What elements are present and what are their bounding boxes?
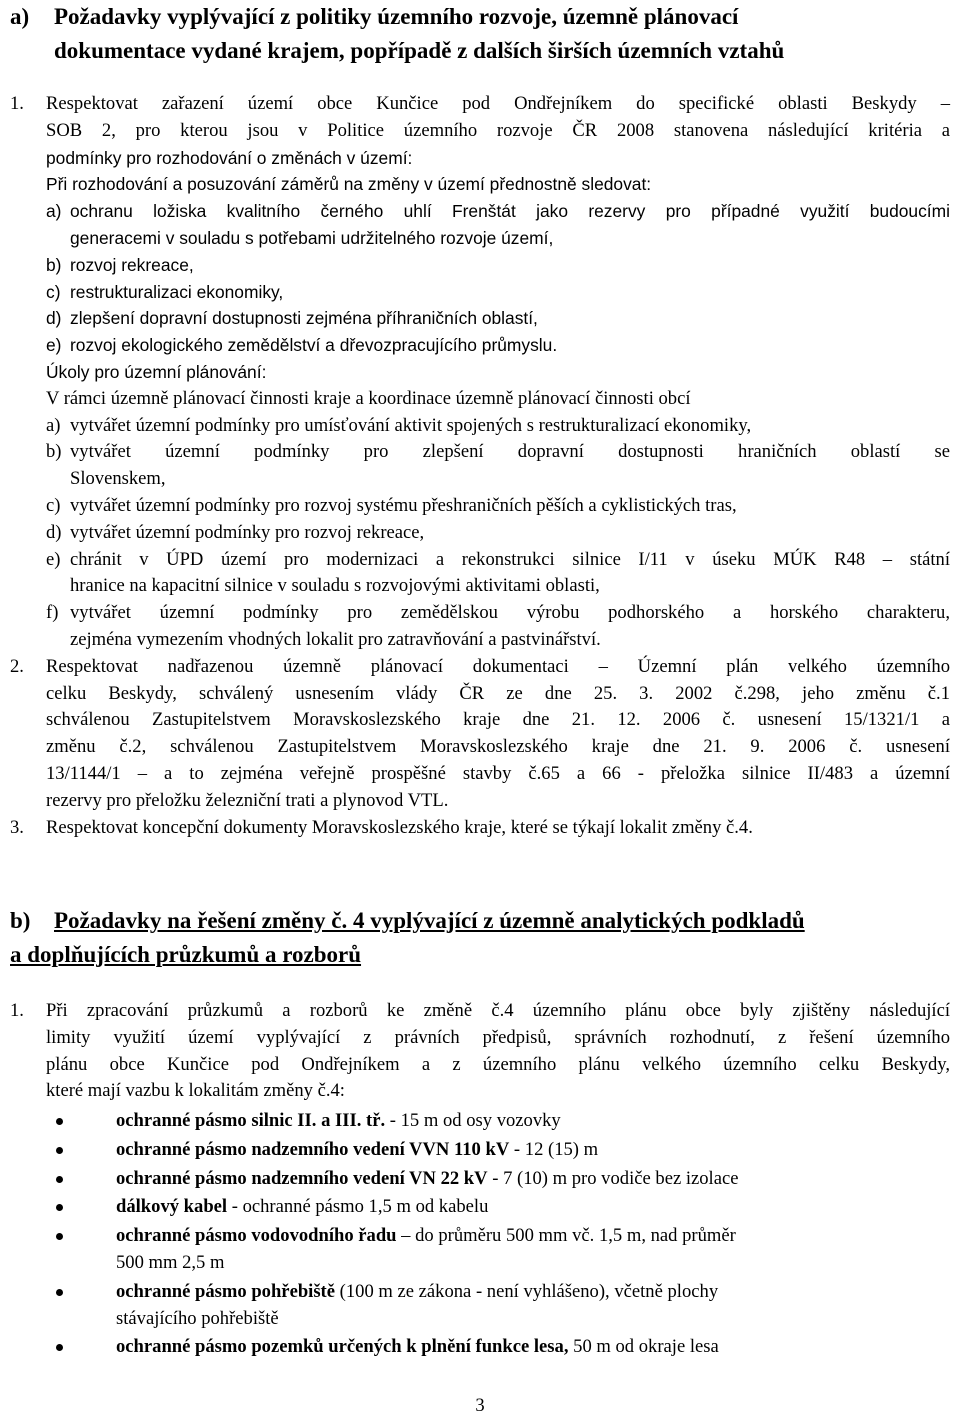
item-2-line: změnu č.2, schválenou Zastupitelstvem Moravskoslezského kraje dne 21. 9. 2006 č. usnesení [46, 736, 950, 758]
list-marker: a) [46, 414, 61, 436]
criteria-item [46, 305, 950, 332]
bullet-icon [56, 1204, 63, 1211]
tasks-intro: V rámci územně plánovací činnosti kraje a koordinace územně plánovací činnosti obcí [46, 387, 691, 409]
limit-item [10, 1279, 950, 1333]
b-item-1-line: limity využití území vyplývající z právních předpisů, správních rozhodnutí, z řešení územního [46, 1026, 950, 1048]
item-3-number: 3. [10, 816, 24, 838]
limit-detail: – do průměru 500 mm vč. 1,5 m, nad průměr [396, 1225, 736, 1247]
list-item-line: vytvářet územní podmínky pro zemědělskou výrobu podhorského a horského charakteru, [70, 602, 950, 624]
item-2-line: celku Beskydy, schválený usnesením vlády ČR ze dne 25. 3. 2002 č.298, jeho změnu č.1 [46, 682, 950, 704]
section-b-title-line2: a doplňujících průzkumů a rozborů [10, 942, 362, 967]
item-1 [10, 91, 950, 841]
item-3-line: Respektovat koncepční dokumenty Moravskoslezského kraje, které se týkají lokalit změny č.4. [46, 816, 753, 838]
bullet-icon [56, 1118, 63, 1125]
bullet-icon [56, 1147, 63, 1154]
list-item-line: rozvoj rekreace, [70, 254, 194, 275]
task-item [46, 600, 950, 654]
list-marker: c) [46, 281, 61, 302]
list-marker: f) [46, 602, 59, 624]
list-item-line: generacemi v souladu s potřebami udržitelného rozvoje území, [70, 227, 554, 248]
list-marker: a) [46, 201, 62, 222]
b-item-1-line: Při zpracování průzkumů a rozborů ke změně č.4 územního plánu obce byly zjištěny následující [46, 1000, 950, 1021]
task-item [46, 413, 950, 440]
list-item-line: hranice na kapacitní silnice v souladu s rozvojovými aktivitami oblasti, [70, 575, 600, 597]
b-item-1-line: které mají vazbu k lokalitám změny č.4: [46, 1080, 345, 1102]
item-1-number: 1. [10, 93, 24, 114]
criteria-heading: Při rozhodování a posuzování záměrů na změny v území přednostně sledovat: [46, 174, 652, 195]
item-2-number: 2. [10, 655, 24, 677]
limit-detail: - 12 (15) m [509, 1138, 599, 1160]
list-item-line: vytvářet územní podmínky pro rozvoj rekreace, [70, 521, 425, 543]
limit-detail: 500 mm 2,5 m [116, 1251, 225, 1273]
limit-item [10, 1223, 950, 1277]
list-marker: e) [46, 335, 62, 356]
b-item-1 [10, 998, 950, 1105]
list-item-line: vytvářet územní podmínky pro rozvoj systému přeshraničních pěších a cyklistických tras, [70, 494, 737, 516]
limits-list [10, 1108, 950, 1363]
limit-name: ochranné pásmo nadzemního vedení VN 22 kV [116, 1167, 488, 1189]
criteria-item [46, 252, 950, 279]
limit-item [10, 1194, 950, 1221]
section-a-title-line1: Požadavky vyplývající z politiky územního rozvoje, územně plánovací [54, 4, 739, 29]
item-2-line: rezervy pro přeložku železniční trati a plynovod VTL. [46, 789, 449, 811]
task-item [46, 547, 950, 601]
list-item-line: rozvoj ekologického zemědělství a dřevozpracujícího průmyslu. [70, 335, 558, 356]
limit-item [10, 1166, 950, 1193]
list-marker: c) [46, 494, 61, 516]
task-item [46, 439, 950, 493]
list-marker: e) [46, 548, 61, 570]
criteria-list [46, 198, 950, 359]
list-item-line: restrukturalizaci ekonomiky, [70, 281, 284, 302]
section-b-heading [10, 904, 805, 972]
list-item-line: chránit v ÚPD území pro modernizaci a rekonstrukci silnice I/11 v úseku MÚK R48 – státní [70, 548, 950, 570]
bullet-icon [56, 1289, 63, 1296]
limit-name: ochranné pásmo silnic II. a III. tř. [116, 1110, 386, 1131]
criteria-item [46, 332, 950, 359]
limit-detail: (100 m ze zákona - není vyhlášeno), včetně plochy [335, 1280, 719, 1302]
bullet-icon [56, 1176, 63, 1183]
list-marker: d) [46, 308, 62, 329]
list-marker: d) [46, 521, 62, 543]
limit-detail: 50 m od okraje lesa [568, 1336, 719, 1358]
tasks-heading: Úkoly pro územní plánování: [46, 361, 267, 382]
item-2 [10, 654, 950, 815]
item-2-line: 13/1144/1 – a to zejména veřejně prospěšné stavby č.65 a 66 - přeložka silnice II/483 a územní [46, 762, 950, 784]
list-item-line: ochranu ložiska kvalitního černého uhlí Frenštát jako rezervy pro případné využití budoucími [70, 201, 950, 222]
section-b-label: b) [10, 908, 31, 933]
section-a-heading [10, 0, 784, 68]
item-1-intro-line1: Respektovat zařazení území obce Kunčice pod Ondřejníkem do specifické oblasti Beskydy – [46, 93, 950, 114]
limit-detail: stávajícího pohřebiště [116, 1307, 279, 1329]
limit-name: ochranné pásmo pozemků určených k plnění funkce lesa, [116, 1336, 569, 1358]
bullet-icon [56, 1344, 63, 1351]
limit-detail: - 7 (10) m pro vodiče bez izolace [487, 1167, 739, 1189]
limit-detail: - 15 m od osy vozovky [385, 1110, 561, 1131]
section-a-title-line2: dokumentace vydané krajem, popřípadě z dalších širších územních vztahů [54, 38, 785, 63]
list-item-line: zejména vymezením vhodných lokalit pro zatravňování a pastvinářství. [70, 628, 601, 650]
item-1-intro-line2: SOB 2, pro kterou jsou v Politice územního rozvoje ČR 2008 stanovena následující kritéria a [46, 119, 950, 141]
list-marker: b) [46, 254, 62, 275]
list-marker: b) [46, 441, 62, 463]
list-item-line: zlepšení dopravní dostupnosti zejména příhraničních oblastí, [70, 308, 538, 329]
bullet-icon [56, 1233, 63, 1240]
item-1-intro-line3: podmínky pro rozhodování o změnách v území: [46, 147, 413, 168]
limit-name: ochranné pásmo vodovodního řadu [116, 1225, 397, 1247]
limit-item [10, 1137, 950, 1164]
list-item-line: Slovenskem, [70, 468, 166, 490]
limit-name: ochranné pásmo nadzemního vedení VVN 110 kV [116, 1138, 510, 1160]
section-b-title-line1: Požadavky na řešení změny č. 4 vyplývající z územně analytických podkladů [54, 908, 805, 933]
item-2-line: Respektovat nadřazenou územně plánovací dokumentaci – Územní plán velkého územního [46, 655, 950, 677]
item-3 [10, 815, 950, 842]
limit-item [10, 1108, 950, 1135]
criteria-item [46, 279, 950, 306]
b-item-1-number: 1. [10, 1000, 24, 1021]
tasks-list [46, 413, 950, 654]
limit-name: ochranné pásmo pohřebiště [116, 1280, 336, 1302]
page-number: 3 [475, 1395, 485, 1416]
limit-detail: - ochranné pásmo 1,5 m od kabelu [227, 1196, 489, 1218]
b-item-1-line: plánu obce Kunčice pod Ondřejníkem a z územního plánu velkého územního celku Beskydy, [46, 1053, 950, 1075]
limit-item [10, 1334, 950, 1361]
task-item [46, 520, 950, 547]
section-a-label: a) [10, 4, 30, 29]
list-item-line: vytvářet územní podmínky pro umísťování aktivit spojených s restrukturalizací ekonomiky, [70, 414, 752, 436]
criteria-item [46, 198, 950, 252]
task-item [46, 493, 950, 520]
list-item-line: vytvářet územní podmínky pro zlepšení dopravní dostupnosti hraničních oblastí se [70, 441, 950, 463]
limit-name: dálkový kabel [116, 1196, 228, 1218]
item-2-line: schválenou Zastupitelstvem Moravskoslezského kraje dne 21. 12. 2006 č. usnesení 15/1321/1 a [46, 709, 950, 731]
